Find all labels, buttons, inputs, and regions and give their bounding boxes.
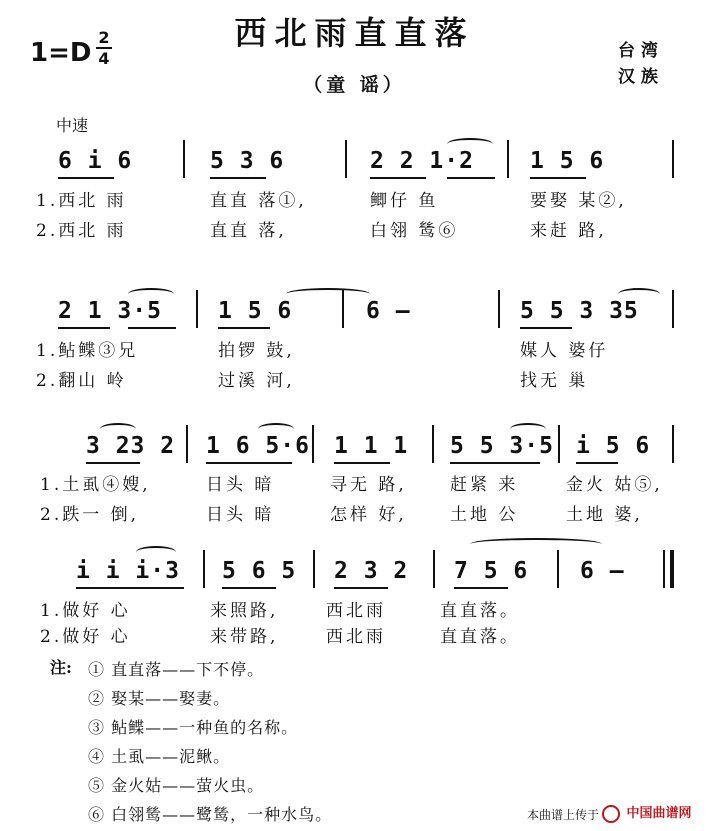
tempo-marking: 中速 [56, 116, 89, 135]
beam [206, 462, 292, 464]
final-barline [670, 550, 674, 588]
time-signature [94, 30, 114, 66]
beam [370, 177, 426, 179]
slur [136, 546, 176, 558]
lyric: 直直 落①, [210, 191, 307, 211]
measure: 5 6 5 [222, 558, 297, 584]
measure: 6 – [580, 558, 625, 584]
barline [663, 550, 665, 588]
origin-line-1: 台 湾 [618, 41, 658, 61]
measure: i i i·3 [76, 558, 180, 584]
measure: 2 1 3·5 [58, 298, 162, 324]
footnote-item: ① 直直落——下不停。 [88, 660, 265, 679]
beam [76, 587, 184, 589]
barline [183, 140, 185, 178]
barline [498, 290, 500, 328]
beam [520, 327, 572, 329]
barline [433, 550, 435, 588]
measure: 1 5 6 [530, 148, 605, 174]
lyric: 土地 婆, [566, 505, 643, 525]
meter-top: 2 [98, 28, 110, 47]
lyric: 来照路, [210, 601, 279, 621]
measure: 2 2 1·2 [370, 148, 474, 174]
lyric: 1.做好 心 [40, 601, 131, 621]
measure: 1 1 1 [334, 433, 409, 459]
barline [672, 425, 674, 463]
measure: 3 23 2 [86, 433, 176, 459]
barline [672, 140, 674, 178]
measure: 6 – [366, 298, 411, 324]
slur [510, 423, 546, 435]
lyric: 直直落。 [440, 627, 520, 647]
lyric: 怎样 好, [330, 505, 407, 525]
slur [618, 288, 660, 300]
barline [313, 550, 315, 588]
lyric: 2.跌一 倒, [40, 505, 140, 525]
beam [210, 177, 266, 179]
measure: 6 i 6 [58, 148, 133, 174]
slur [258, 423, 294, 435]
lyric: 寻无 路, [330, 475, 407, 495]
lyric: 1.西北 雨 [36, 191, 127, 211]
lyric: 直直 落, [210, 221, 287, 241]
song-title: 西北雨直直落 [234, 14, 475, 52]
lyric: 1.土虱④嫂, [40, 475, 151, 495]
origin-region [618, 38, 658, 90]
measure: 5 5 3 35 [520, 298, 639, 324]
beam [576, 462, 618, 464]
slur [470, 538, 602, 550]
beam [222, 587, 276, 589]
lyric: 来赶 路, [530, 221, 607, 241]
footnote-item: ④ 土虱——泥鳅。 [88, 747, 231, 766]
lyric: 土地 公 [450, 505, 519, 525]
beam [334, 587, 388, 589]
lyric: 1.鲇鲽③兄 [36, 341, 139, 361]
upload-caption: 本曲谱上传于 [526, 808, 599, 822]
measure: 1 5 6 [218, 298, 293, 324]
measure: 5 5 3·5 [450, 433, 554, 459]
barline [186, 425, 188, 463]
beam [58, 177, 114, 179]
beam [454, 587, 508, 589]
lyric: 拍锣 鼓, [218, 341, 295, 361]
lyric: 要娶 某②, [530, 191, 627, 211]
barline [345, 140, 347, 178]
slur [100, 423, 136, 435]
meter-bottom: 4 [98, 49, 110, 68]
footnotes-list [88, 655, 332, 829]
lyric: 媒人 婆仔 [520, 341, 609, 361]
slur [286, 288, 370, 300]
lyric: 过溪 河, [218, 371, 295, 391]
beam [530, 177, 586, 179]
barline [196, 290, 198, 328]
slur [447, 138, 493, 150]
lyric: 金火 姑⑤, [566, 475, 663, 495]
lyric: 找无 巢 [520, 371, 589, 391]
site-logo-icon [602, 805, 620, 823]
footnote-item: ③ 鲇鲽——一种鱼的名称。 [88, 718, 299, 737]
lyric: 西北雨 [326, 601, 386, 621]
footnotes-label: 注: [50, 658, 72, 677]
lyric: 日头 暗 [206, 475, 275, 495]
slur [128, 288, 174, 300]
footnote-item: ② 娶某——娶妻。 [88, 689, 231, 708]
footnote-item: ⑥ 白翎鸶——鹭鸶，一种水鸟。 [88, 805, 333, 824]
barline [312, 425, 314, 463]
footnote-item: ⑤ 金火姑——萤火虫。 [88, 776, 265, 795]
barline [672, 290, 674, 328]
beam [450, 462, 540, 464]
barline [507, 140, 509, 178]
beam [86, 462, 140, 464]
lyric: 来带路, [210, 627, 279, 647]
origin-line-2: 汉 族 [618, 67, 658, 87]
lyric: 2.做好 心 [40, 627, 131, 647]
barline [557, 550, 559, 588]
lyric: 日头 暗 [206, 505, 275, 525]
lyric: 直直落。 [440, 601, 520, 621]
measure: 1 6 5·6 [206, 433, 310, 459]
measure: i 5 6 [576, 433, 651, 459]
lyric: 鲫仔 鱼 [370, 191, 439, 211]
beam [58, 327, 110, 329]
site-name: 中国曲谱网 [626, 806, 692, 821]
measure: 2 3 2 [334, 558, 409, 584]
lyric: 2.西北 雨 [36, 221, 127, 241]
measure: 5 3 6 [210, 148, 285, 174]
lyric: 2.翻山 岭 [36, 371, 127, 391]
barline [558, 425, 560, 463]
song-subtitle: （童 谣） [303, 74, 406, 96]
site-logo[interactable] [602, 802, 692, 823]
beam [447, 177, 495, 179]
measure: 7 5 6 [454, 558, 529, 584]
beam [334, 462, 390, 464]
lyric: 白翎 鸶⑥ [370, 221, 459, 241]
key-signature: 1=D [30, 38, 92, 68]
barline [432, 425, 434, 463]
beam [128, 327, 176, 329]
lyric: 赶紧 来 [450, 475, 519, 495]
barline [203, 550, 205, 588]
lyric: 西北雨 [326, 627, 386, 647]
beam [218, 327, 270, 329]
